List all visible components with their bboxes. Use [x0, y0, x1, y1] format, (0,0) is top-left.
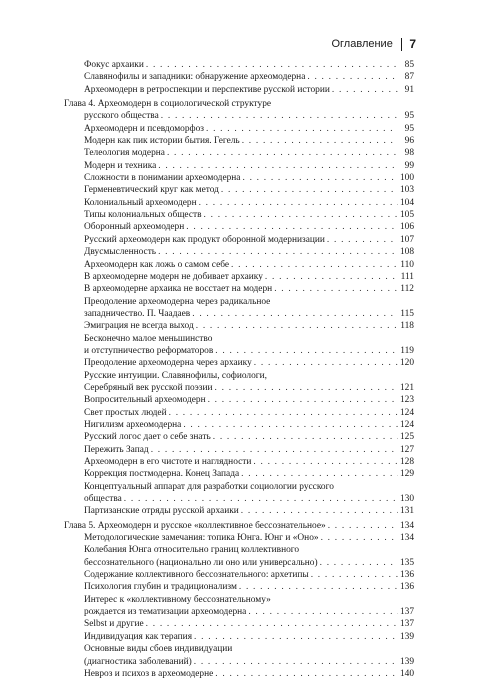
toc-page-number: 135: [399, 557, 414, 568]
toc-page-number: 134: [399, 533, 414, 544]
toc-entry: [64, 345, 414, 357]
toc-page-number: 115: [400, 308, 414, 319]
toc-page-number: 136: [399, 570, 414, 581]
toc-entry: [64, 606, 414, 618]
toc-entry: [64, 197, 414, 209]
toc-leader-dots: [196, 320, 398, 332]
toc-leader-dots: [321, 532, 398, 544]
toc-leader-dots: [204, 209, 398, 221]
toc-entry: [64, 569, 414, 581]
toc-entry-title: Партизанские отряды русской архаики: [84, 506, 239, 517]
toc-entry: [64, 505, 414, 517]
toc-entry: [64, 296, 414, 308]
toc-page-number: 129: [399, 469, 414, 480]
toc-entry-title: Русский логос дает о себе знать: [84, 432, 211, 443]
toc-entry-title: Эмиграция не всегда выход: [84, 321, 194, 332]
toc-leader-dots: [231, 259, 398, 271]
toc-entry-title: Бесконечно малое меньшинство: [84, 333, 213, 344]
toc-entry: [64, 370, 414, 382]
toc-entry: [64, 557, 414, 569]
toc-page-number: 100: [399, 173, 414, 184]
toc-entry-title: русского общества: [84, 111, 159, 122]
toc-page-number: 121: [399, 382, 414, 393]
toc-entry-title: Фокус архаики: [84, 60, 144, 70]
toc-leader-dots: [332, 84, 398, 96]
toc-entry: [64, 631, 414, 643]
toc-leader-dots: [161, 110, 398, 122]
page-number: 7: [409, 37, 416, 51]
toc-page-number: 104: [399, 197, 414, 208]
toc-entry: [64, 618, 414, 630]
toc-leader-dots: [124, 493, 398, 505]
toc-entry-title: Индивидуация как терапия: [84, 631, 193, 642]
toc-page-number: 95: [404, 123, 414, 134]
toc-entry: [64, 594, 414, 606]
toc-entry-title: Невроз и психоз в археомодерне: [84, 668, 214, 679]
toc-leader-dots: [215, 668, 398, 680]
toc-leader-dots: [327, 234, 398, 246]
toc-leader-dots: [213, 431, 398, 443]
toc-leader-dots: [208, 394, 398, 406]
toc-entry: [64, 656, 414, 668]
toc-leader-dots: [167, 147, 398, 159]
toc-entry: [64, 283, 414, 295]
toc-leader-dots: [206, 123, 398, 135]
toc-page-number: 98: [404, 148, 414, 159]
toc-entry: [64, 184, 414, 196]
toc-entry: [64, 123, 414, 135]
toc-page-number: 125: [399, 432, 414, 443]
toc-entry-title: Вопросительный археомодерн: [84, 395, 206, 406]
toc-page-number: 139: [399, 656, 414, 667]
toc-page-number: 119: [400, 345, 414, 356]
toc-entry-title: Колебания Юнга относительно границ коллективного: [84, 545, 300, 556]
toc-entry-title: Модерн как пик истории бытия. Гегель: [84, 136, 240, 147]
toc-leader-dots: [311, 569, 398, 581]
toc-entry: [64, 320, 414, 332]
toc-page-number: 111: [400, 271, 414, 282]
toc-entry-title: Преодоление археомодерна через радикальное: [84, 296, 271, 307]
toc-entry-title: рождается из тематизации археомодерна: [84, 607, 247, 618]
toc-entry: [64, 135, 414, 147]
toc-entry: [64, 160, 414, 172]
toc-entry-title: бессознательного (национально ли оно или универсально): [84, 557, 318, 568]
toc-page-number: 124: [399, 419, 414, 430]
toc-leader-dots: [254, 357, 398, 369]
toc-entry: [64, 84, 414, 96]
toc-entry-title: Психология глубин и традиционализм: [84, 582, 237, 593]
toc-entry-title: Археомодерн в его чистоте и наглядности: [84, 457, 252, 467]
toc-entry: [64, 234, 414, 246]
toc-entry: [64, 481, 414, 493]
toc-page-number: 110: [400, 259, 414, 270]
toc-page-number: 107: [399, 234, 414, 245]
toc-entry-title: Пережить Запад: [84, 444, 149, 455]
toc-leader-dots: [328, 520, 398, 532]
toc-entry-title: Оборонный археомодерн: [84, 222, 185, 233]
toc-entry-title: Преодоление археомодерна через архаику: [84, 358, 252, 369]
toc-entry: [64, 407, 414, 419]
toc-page-number: 131: [399, 506, 414, 517]
toc-leader-dots: [192, 308, 398, 320]
toc-leader-dots: [215, 345, 398, 357]
toc-page-number: 124: [399, 407, 414, 418]
toc-entry: [64, 259, 414, 271]
toc-page-number: 85: [404, 60, 414, 70]
toc-leader-dots: [186, 221, 398, 233]
toc-entry: [64, 71, 414, 83]
toc-entry-title: Русский археомодерн как продукт оборонной модернизации: [84, 234, 325, 245]
toc-page-number: 106: [399, 222, 414, 233]
toc-page-number: 120: [399, 358, 414, 369]
toc-leader-dots: [199, 197, 398, 209]
toc-entry-title: Двусмысленность: [84, 247, 157, 258]
toc-entry-title: Герменевтический круг как метод: [84, 185, 219, 196]
toc-entry-title: Свет простых людей: [84, 407, 167, 418]
toc-entry: [64, 209, 414, 221]
toc-entry: [64, 431, 414, 443]
toc-chapter-entry: [64, 98, 414, 110]
toc-page-number: 87: [404, 72, 414, 83]
toc-entry: [64, 308, 414, 320]
toc-page-number: 127: [399, 444, 414, 455]
toc-entry-title: Глава 4. Археомодерн в социологической структуре: [64, 99, 272, 110]
toc-leader-dots: [183, 419, 398, 431]
toc-leader-dots: [242, 172, 397, 184]
toc-entry: [64, 643, 414, 655]
toc-leader-dots: [194, 631, 398, 643]
toc-leader-dots: [194, 656, 398, 668]
toc-entry-title: Содержание коллективного бессознательного: архетипы: [84, 570, 309, 581]
toc-entry: [64, 532, 414, 544]
toc-entry: [64, 59, 414, 71]
toc-page-number: 123: [399, 395, 414, 406]
toc-entry-title: Основные виды сбоев индивидуации: [84, 644, 233, 655]
toc-entry: [64, 382, 414, 394]
toc-entry-title: Модерн и техника: [84, 160, 157, 171]
toc-entry: [64, 581, 414, 593]
toc-entry-title: Сложности в понимании археомодерна: [84, 173, 241, 184]
toc-entry: [64, 221, 414, 233]
toc-entry-title: западничество. П. Чаадаев: [84, 308, 191, 319]
toc-entry: [64, 333, 414, 345]
toc-entry-title: Колониальный археомодерн: [84, 197, 197, 208]
toc-entry-title: и отступничество реформаторов: [84, 345, 214, 356]
running-header: [331, 36, 416, 52]
toc-leader-dots: [158, 246, 398, 258]
toc-entry-title: (диагностика заболеваний): [84, 656, 192, 667]
toc-entry-title: Славянофилы и западники: обнаружение археомодерна: [84, 72, 306, 83]
toc-entry: [64, 172, 414, 184]
toc-entry-title: Археомодерн и псевдоморфоз: [84, 123, 204, 134]
toc-leader-dots: [307, 71, 398, 83]
table-of-contents: [64, 59, 414, 680]
toc-entry-title: Нигилизм археомодерна: [84, 419, 182, 430]
toc-leader-dots: [241, 505, 398, 517]
toc-entry-title: В археомодерне модерн не добивает архаику: [84, 271, 263, 282]
toc-entry: [64, 544, 414, 556]
toc-entry-title: Телеология модерна: [84, 148, 165, 159]
toc-entry: [64, 493, 414, 505]
toc-entry: [64, 456, 414, 468]
toc-entry-title: Глава 5. Археомодерн и русское «коллективное бессознательное»: [64, 520, 326, 531]
toc-page-number: 118: [400, 321, 414, 332]
toc-entry: [64, 271, 414, 283]
toc-page-number: 130: [399, 494, 414, 505]
toc-entry: [64, 110, 414, 122]
toc-entry: [64, 246, 414, 258]
toc-page-number: 105: [399, 210, 414, 221]
toc-page-number: 140: [399, 668, 414, 679]
toc-entry-title: Археомодерн как ложь о самом себе: [84, 259, 230, 270]
toc-leader-dots: [253, 456, 398, 468]
toc-leader-dots: [320, 557, 398, 569]
toc-leader-dots: [146, 59, 398, 71]
toc-leader-dots: [265, 271, 398, 283]
toc-page-number: 136: [399, 582, 414, 593]
toc-page-number: 96: [404, 136, 414, 147]
toc-leader-dots: [239, 581, 398, 593]
toc-page-number: 112: [400, 284, 414, 295]
toc-entry-title: Интерес к «коллективному бессознательному»: [84, 594, 271, 605]
toc-page-number: 91: [404, 84, 414, 95]
toc-entry-title: Типы колониальных обществ: [84, 210, 202, 221]
header-separator: [401, 38, 403, 51]
toc-page-number: 108: [399, 247, 414, 258]
toc-page-number: 139: [399, 631, 414, 642]
toc-page-number: 137: [399, 619, 414, 630]
toc-leader-dots: [221, 184, 398, 196]
toc-page-number: 137: [399, 607, 414, 618]
toc-page-number: 95: [404, 111, 414, 122]
running-header-title: Оглавление: [331, 38, 393, 50]
toc-leader-dots: [215, 382, 398, 394]
toc-entry-title: Коррекция постмодерна. Конец Запада: [84, 469, 240, 480]
toc-entry-title: Археомодерн в ретроспекции и перспективе русской истории: [84, 84, 330, 95]
toc-leader-dots: [158, 160, 398, 172]
toc-entry: [64, 444, 414, 456]
toc-entry: [64, 357, 414, 369]
toc-entry: [64, 468, 414, 480]
toc-page-number: 103: [399, 185, 414, 196]
toc-entry-title: Русские интуиции. Славянофилы, софиологи,: [84, 370, 267, 381]
toc-entry: [64, 147, 414, 159]
toc-leader-dots: [274, 283, 398, 295]
toc-leader-dots: [242, 135, 398, 147]
toc-chapter-entry: [64, 520, 414, 532]
toc-entry: [64, 419, 414, 431]
toc-leader-dots: [151, 444, 398, 456]
toc-leader-dots: [146, 618, 398, 630]
toc-leader-dots: [169, 407, 398, 419]
toc-entry-title: В археомодерне архаика не восстает на модерн: [84, 284, 273, 295]
toc-page-number: 128: [399, 457, 414, 467]
toc-page-number: 99: [404, 160, 414, 171]
toc-entry-title: Методологические замечания: топика Юнга. Юнг и «Оно»: [84, 533, 319, 544]
toc-leader-dots: [248, 606, 398, 618]
toc-entry-title: Концептуальный аппарат для разработки социологии русского: [84, 481, 334, 492]
toc-page-number: 134: [399, 520, 414, 531]
toc-entry-title: общества: [84, 494, 122, 505]
toc-entry: [64, 668, 414, 680]
toc-entry-title: Серебряный век русской поэзии: [84, 382, 213, 393]
toc-entry: [64, 394, 414, 406]
toc-leader-dots: [241, 468, 398, 480]
toc-entry-title: Selbst и другие: [84, 619, 144, 630]
